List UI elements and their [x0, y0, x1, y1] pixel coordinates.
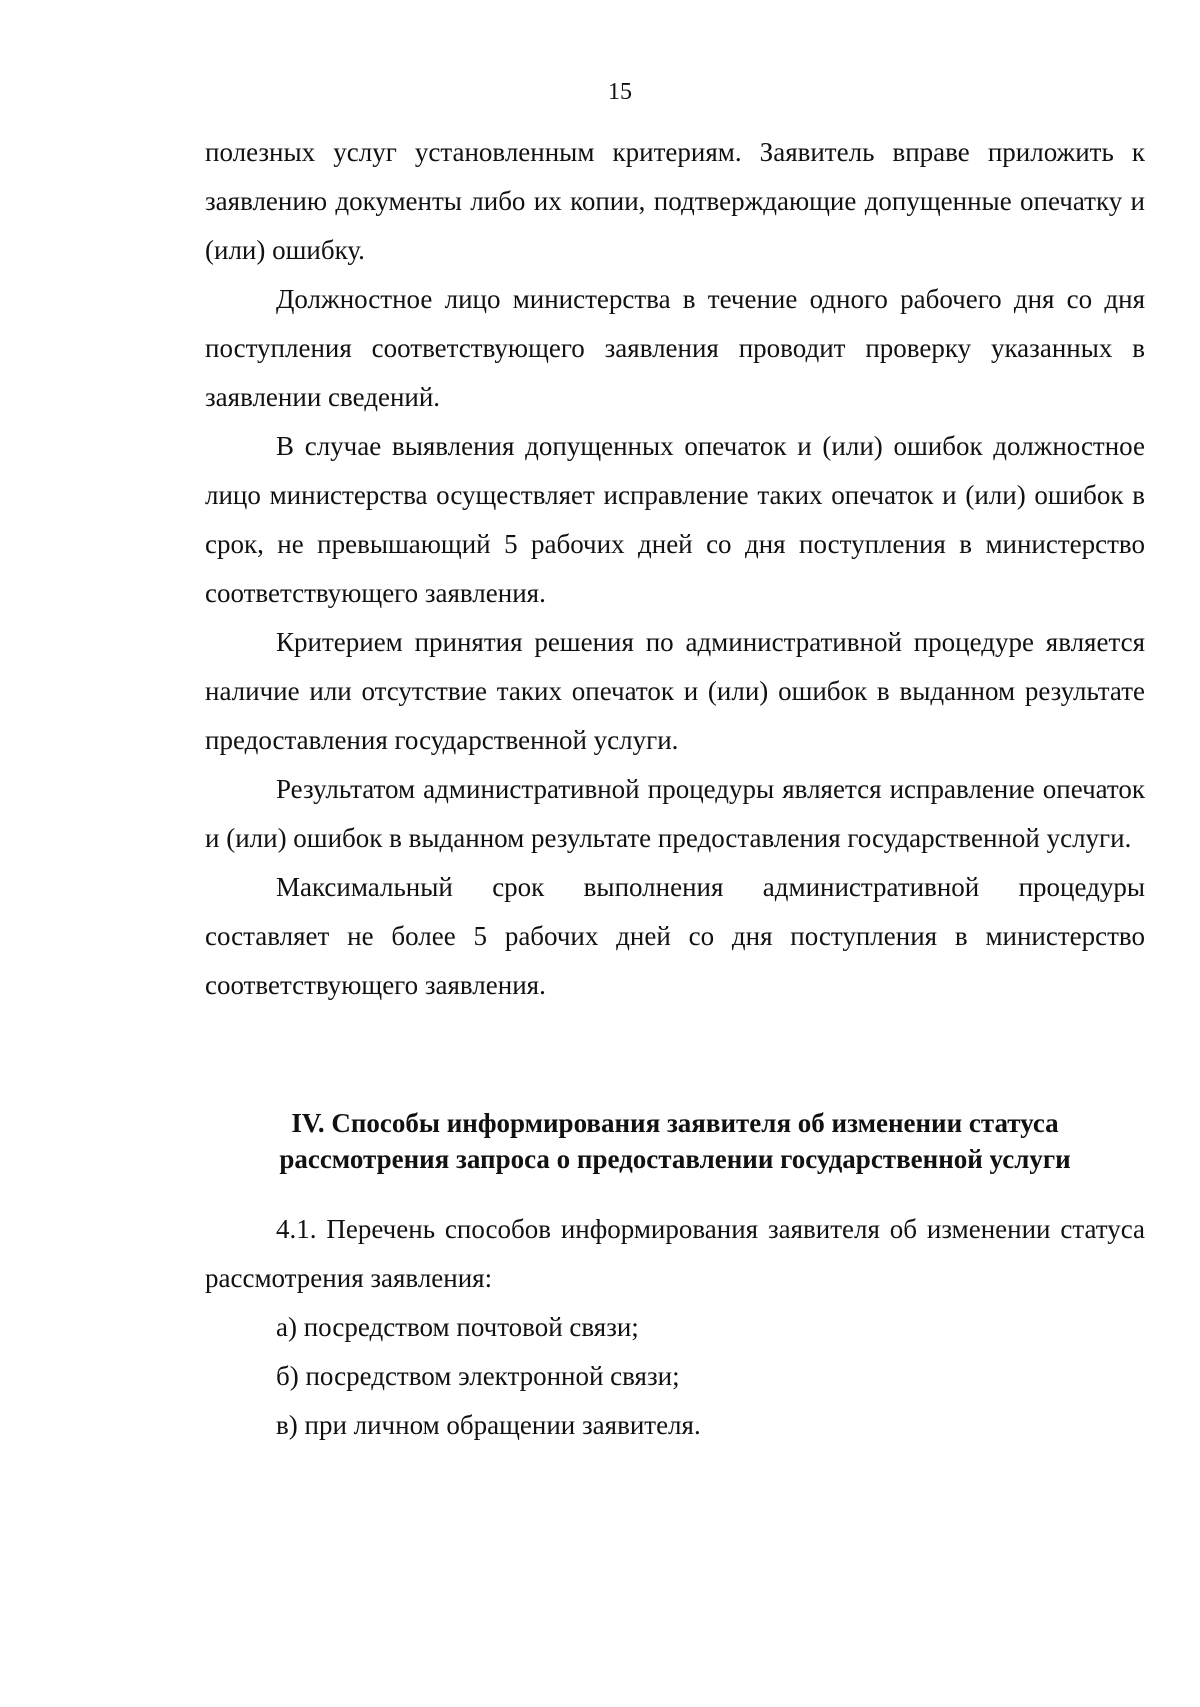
paragraph-decision-criterion: Критерием принятия решения по административной процедуре является наличие или отсутствие таких опечаток и (или) ошибок в выданном результате предоставления государственной услуги. — [205, 627, 1145, 755]
page-number: 15 — [608, 79, 632, 105]
body-text — [205, 128, 1145, 1010]
paragraph-error-correction: В случае выявления допущенных опечаток и (или) ошибок должностное лицо министерства осуществляет исправление таких опечаток и (или) ошибок в срок, не превышающий 5 рабочих дней со дня поступления в министерство соответствующего заявления. — [205, 431, 1145, 608]
list-item-personal: в) при личном обращении заявителя. — [276, 1410, 701, 1440]
paragraph-maximum-term: Максимальный срок выполнения административной процедуры составляет не более 5 рабочих дней со дня поступления в министерство соответствующего заявления. — [205, 872, 1145, 1000]
section-text — [205, 1205, 1145, 1450]
section-intro: 4.1. Перечень способов информирования заявителя об изменении статуса рассмотрения заявления: — [205, 1214, 1145, 1293]
list-item-postal: а) посредством почтовой связи; — [276, 1312, 639, 1342]
section-heading — [205, 1105, 1145, 1177]
section-heading-line-1: IV. Способы информирования заявителя об изменении статуса — [291, 1108, 1059, 1138]
list-item-electronic: б) посредством электронной связи; — [276, 1361, 680, 1391]
paragraph-official-check: Должностное лицо министерства в течение одного рабочего дня со дня поступления соответствующего заявления проводит проверку указанных в заявлении сведений. — [205, 284, 1145, 412]
paragraph-procedure-result: Результатом административной процедуры является исправление опечаток и (или) ошибок в выданном результате предоставления государственной услуги. — [205, 774, 1145, 853]
section-heading-line-2: рассмотрения запроса о предоставлении государственной услуги — [279, 1144, 1071, 1174]
paragraph-continuation: полезных услуг установленным критериям. Заявитель вправе приложить к заявлению документы либо их копии, подтверждающие допущенные опечатку и (или) ошибку. — [205, 137, 1145, 265]
